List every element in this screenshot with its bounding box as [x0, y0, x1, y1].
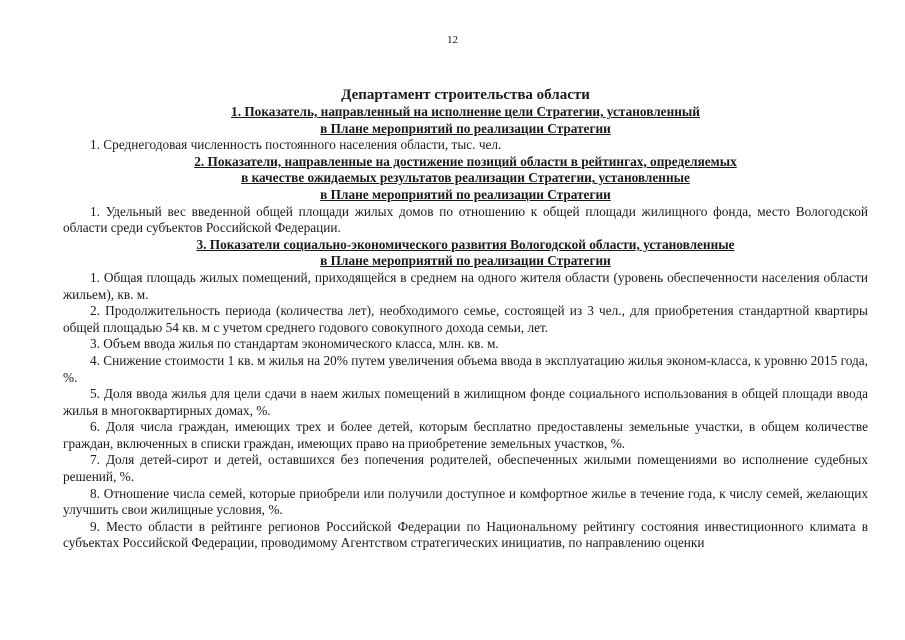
section-1-heading-line-1: 1. Показатель, направленный на исполнение цели Стратегии, установленный: [231, 104, 700, 119]
page-number: 12: [447, 34, 458, 46]
document-body: [63, 86, 868, 552]
section-2-heading: [63, 154, 868, 204]
section-3-item-2: 2. Продолжительность периода (количества лет), необходимого семье, состоящей из 3 чел., для приобретения стандартной квартиры общей площадью 54 кв. м с учетом среднего годового совокупного дохода семьи, лет.: [63, 303, 868, 335]
section-3-item-6: 6. Доля числа граждан, имеющих трех и более детей, которым бесплатно предоставлены земельные участки, в общем количестве граждан, включенных в списки граждан, имеющих право на приобретение земельных участков, %.: [63, 419, 868, 451]
section-1-item-1: 1. Среднегодовая численность постоянного населения области, тыс. чел.: [90, 137, 502, 153]
section-1-heading: [63, 104, 868, 137]
section-3-item-9: 9. Место области в рейтинге регионов Российской Федерации по Национальному рейтингу состояния инвестиционного климата в субъектах Российской Федерации, проводимому Агентством стратегических инициатив, по направлению оценки: [63, 518, 868, 551]
section-3-heading-line-2: в Плане мероприятий по реализации Стратегии: [320, 253, 611, 269]
section-2-heading-line-1: 2. Показатели, направленные на достижение позиций области в рейтингах, определяемых: [194, 153, 737, 169]
department-title: Департамент строительства области: [341, 87, 590, 103]
section-3-item-5: 5. Доля ввода жилья для цели сдачи в наем жилых помещений в жилищном фонде социального использования в общей площади ввода жилья в многоквартирных домах, %.: [63, 386, 868, 418]
section-2-heading-line-3: в Плане мероприятий по реализации Стратегии: [320, 186, 611, 202]
section-3-heading-line-1: 3. Показатели социально-экономического развития Вологодской области, установленные: [196, 236, 735, 252]
section-2-item-1: 1. Удельный вес введенной общей площади жилых домов по отношению к общей площади жилищного фонда, место Вологодской области среди субъектов Российской Федерации.: [63, 203, 868, 236]
section-2-heading-line-2: в качестве ожидаемых результатов реализации Стратегии, установленные: [241, 170, 690, 186]
section-3-heading: [63, 237, 868, 270]
section-3-item-4: 4. Снижение стоимости 1 кв. м жилья на 20% путем увеличения объема ввода в эксплуатацию жилья эконом-класса, к уровню 2015 года, %.: [63, 352, 868, 385]
section-1-heading-line-2: в Плане мероприятий по реализации Стратегии: [320, 120, 611, 136]
section-3-item-8: 8. Отношение числа семей, которые приобрели или получили доступное и комфортное жилье в течение года, к числу семей, желающих улучшить свои жилищные условия, %.: [63, 485, 868, 518]
section-3-item-3: 3. Объем ввода жилья по стандартам экономического класса, млн. кв. м.: [90, 336, 499, 352]
section-3-item-7: 7. Доля детей-сирот и детей, оставшихся без попечения родителей, обеспеченных жилыми помещениями во исполнение судебных решений, %.: [63, 452, 868, 485]
section-3-item-1: 1. Общая площадь жилых помещений, приходящейся в среднем на одного жителя области (уровень обеспеченности населения области жильем), кв. м.: [63, 269, 868, 302]
